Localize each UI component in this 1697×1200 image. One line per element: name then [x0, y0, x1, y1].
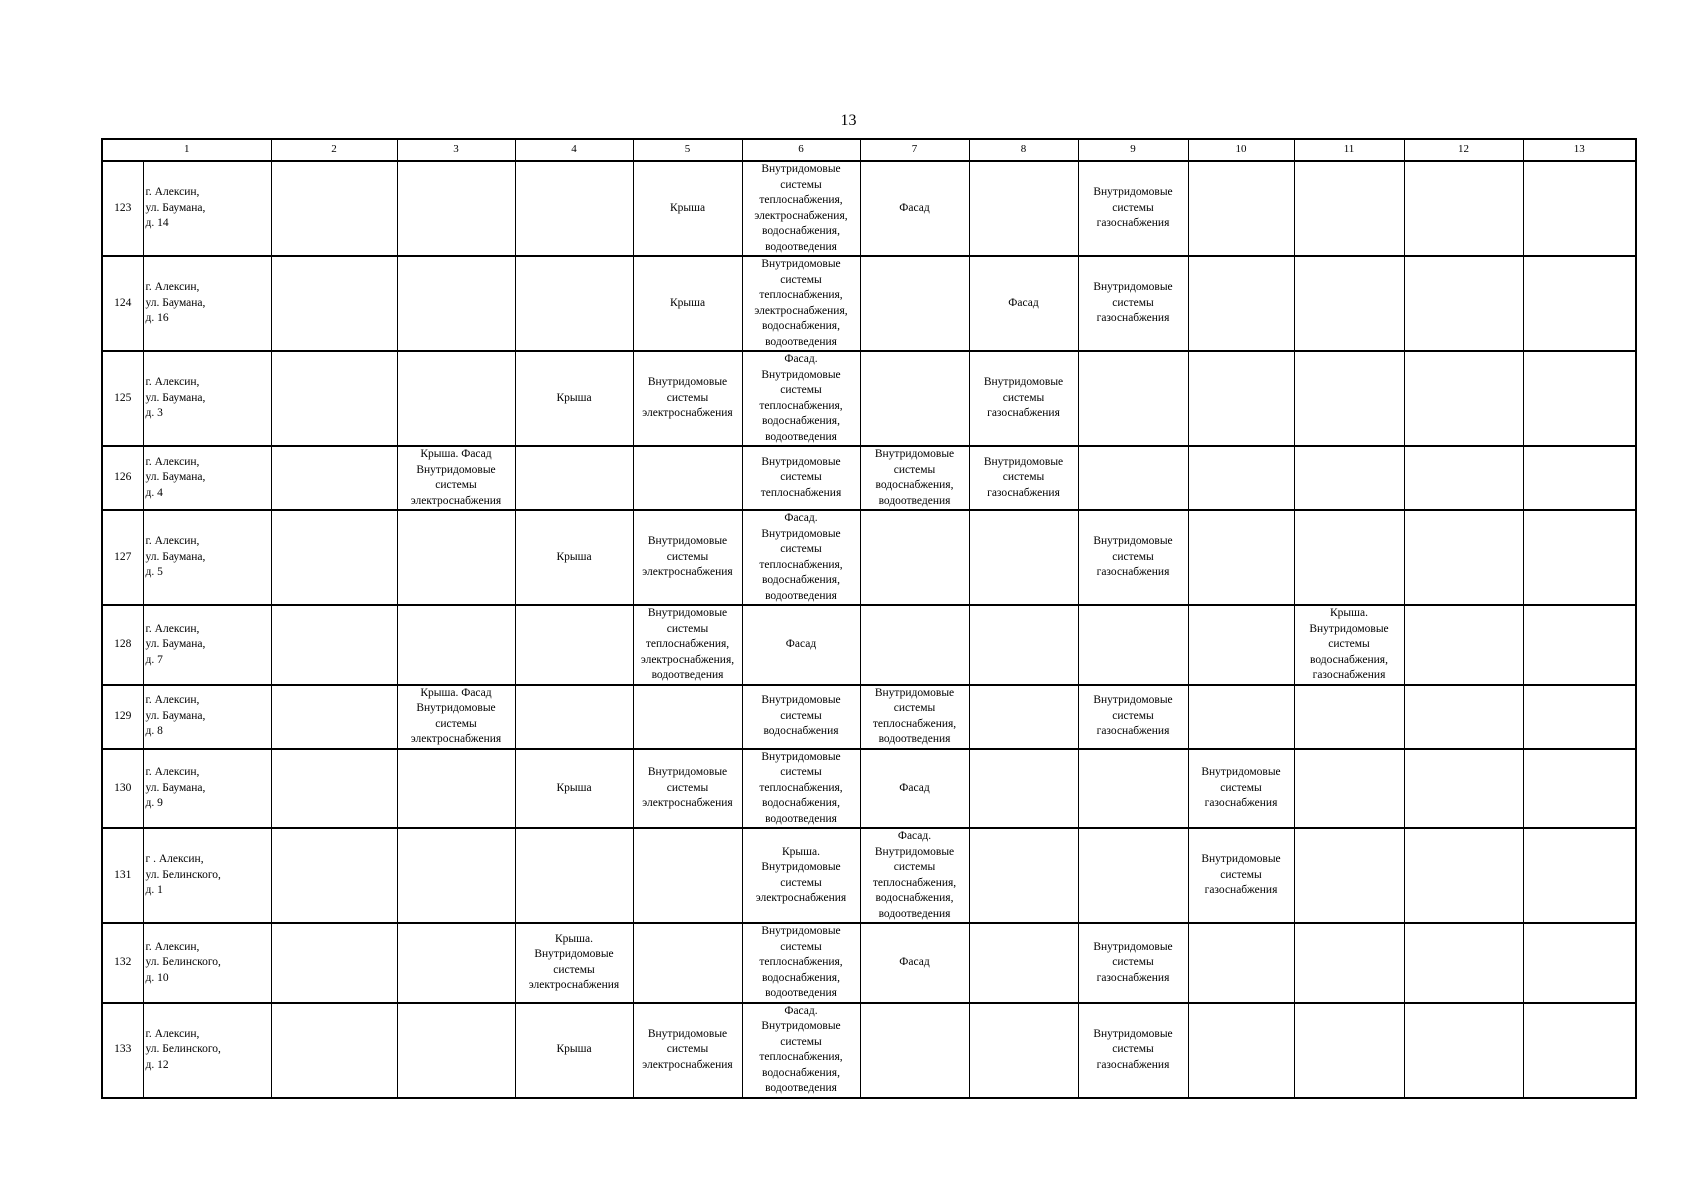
table-row [102, 605, 1636, 685]
column-header: 12 [1404, 139, 1523, 161]
work-cell [271, 161, 397, 256]
work-cell [1078, 161, 1188, 256]
work-text: Внутридомовые системы электроснабжения [642, 766, 733, 809]
work-cell [742, 749, 860, 829]
work-cell [1294, 256, 1404, 351]
address-text: г. Алексин, ул. Белинского, д. 10 [145, 940, 221, 984]
work-cell [1523, 605, 1636, 685]
work-cell [1188, 749, 1294, 829]
table-row [102, 685, 1636, 749]
work-cell [633, 749, 742, 829]
work-text: Внутридомовые системы теплоснабжения, водоотведения [872, 686, 957, 745]
address-text: г. Алексин, ул. Баумана, д. 3 [145, 376, 206, 420]
work-cell [1404, 605, 1523, 685]
work-cell [969, 1003, 1078, 1098]
work-cell [1078, 446, 1188, 510]
work-cell [633, 828, 742, 923]
row-number: 132 [102, 923, 143, 1003]
work-cell [1294, 1003, 1404, 1098]
work-cell [860, 351, 969, 446]
work-cell [1404, 510, 1523, 605]
work-cell [397, 923, 515, 1003]
work-text: Внутридомовые системы теплоснабжения, электроснабжения, водоотведения [640, 607, 735, 681]
work-cell [1523, 685, 1636, 749]
work-cell [1294, 749, 1404, 829]
work-cell [860, 446, 969, 510]
work-cell [1188, 685, 1294, 749]
work-cell [860, 1003, 969, 1098]
work-cell [742, 161, 860, 256]
row-number: 129 [102, 685, 143, 749]
work-cell [515, 510, 633, 605]
work-cell [969, 749, 1078, 829]
work-cell [397, 605, 515, 685]
work-text: Фасад [899, 956, 930, 968]
address-text: г. Алексин, ул. Баумана, д. 4 [145, 455, 206, 499]
work-cell [633, 685, 742, 749]
work-text: Крыша. Внутридомовые системы электроснабжения [755, 845, 847, 904]
work-cell [742, 828, 860, 923]
work-cell [860, 161, 969, 256]
table-row [102, 510, 1636, 605]
table-row [102, 828, 1636, 923]
work-text: Внутридомовые системы теплоснабжения, электроснабжения, водоснабжения, водоотведения [754, 258, 848, 348]
work-cell [633, 510, 742, 605]
work-cell [1404, 1003, 1523, 1098]
work-cell [1523, 828, 1636, 923]
work-text: Фасад. Внутридомовые системы теплоснабжения, водоснабжения, водоотведения [872, 830, 957, 920]
work-text: Внутридомовые системы газоснабжения [1201, 853, 1281, 897]
work-cell [742, 446, 860, 510]
work-cell [1404, 828, 1523, 923]
work-cell [860, 749, 969, 829]
work-cell [969, 685, 1078, 749]
work-cell [515, 351, 633, 446]
column-header: 9 [1078, 139, 1188, 161]
work-text: Крыша. Внутридомовые системы водоснабжения, газоснабжения [1309, 607, 1389, 681]
work-cell [1188, 605, 1294, 685]
work-cell [1078, 1003, 1188, 1098]
work-cell [633, 605, 742, 685]
work-text: Крыша. Фасад Внутридомовые системы электроснабжения [410, 448, 502, 507]
work-text: Крыша [556, 550, 592, 563]
column-header: 13 [1523, 139, 1636, 161]
work-cell [1078, 256, 1188, 351]
row-number: 128 [102, 605, 143, 685]
work-text: Фасад [899, 201, 930, 214]
repair-schedule-table [101, 138, 1637, 1099]
row-number: 124 [102, 256, 143, 351]
address-text: г. Алексин, ул. Баумана, д. 5 [145, 535, 206, 579]
work-cell [271, 256, 397, 351]
work-text: Внутридомовые системы газоснабжения [1093, 281, 1173, 325]
work-cell [1078, 685, 1188, 749]
work-cell [742, 256, 860, 351]
row-number: 130 [102, 749, 143, 829]
work-cell [860, 923, 969, 1003]
work-cell [1294, 923, 1404, 1003]
work-cell [397, 1003, 515, 1098]
table-header [102, 139, 1636, 161]
work-cell [271, 1003, 397, 1098]
table-row [102, 256, 1636, 351]
work-cell [271, 605, 397, 685]
work-text: Фасад. Внутридомовые системы теплоснабжения, водоснабжения, водоотведения [759, 353, 843, 443]
work-cell [742, 605, 860, 685]
table-row [102, 446, 1636, 510]
work-cell [1078, 510, 1188, 605]
address-cell [143, 605, 271, 685]
address-cell [143, 510, 271, 605]
work-cell [1078, 605, 1188, 685]
row-number: 133 [102, 1003, 143, 1098]
work-cell [515, 161, 633, 256]
address-text: г. Алексин, ул. Баумана, д. 8 [145, 694, 206, 738]
work-cell [515, 828, 633, 923]
column-header: 5 [633, 139, 742, 161]
work-cell [1078, 923, 1188, 1003]
address-cell [143, 161, 271, 256]
address-text: г. Алексин, ул. Баумана, д. 7 [145, 622, 206, 666]
address-text: г. Алексин, ул. Белинского, д. 12 [145, 1027, 221, 1071]
work-text: Внутридомовые системы водоснабжения, водоотведения [874, 448, 955, 507]
work-cell [1404, 685, 1523, 749]
work-cell [515, 749, 633, 829]
column-header: 11 [1294, 139, 1404, 161]
work-cell [515, 923, 633, 1003]
work-cell [1404, 749, 1523, 829]
work-cell [271, 351, 397, 446]
work-cell [397, 749, 515, 829]
work-cell [397, 446, 515, 510]
work-cell [860, 256, 969, 351]
work-cell [1294, 351, 1404, 446]
work-text: Фасад. Внутридомовые системы теплоснабжения, водоснабжения, водоотведения [759, 512, 843, 602]
work-text: Внутридомовые системы газоснабжения [983, 455, 1064, 499]
work-cell [860, 685, 969, 749]
work-cell [1294, 605, 1404, 685]
column-header: 4 [515, 139, 633, 161]
header-row [102, 139, 1636, 161]
work-cell [1188, 351, 1294, 446]
address-text: г. Алексин, ул. Баумана, д. 16 [145, 281, 206, 325]
row-number: 125 [102, 351, 143, 446]
work-text: Внутридомовые системы газоснабжения [1093, 1027, 1173, 1071]
work-cell [1294, 685, 1404, 749]
work-cell [1523, 256, 1636, 351]
work-cell [515, 446, 633, 510]
column-header: 6 [742, 139, 860, 161]
work-cell [397, 685, 515, 749]
work-cell [742, 510, 860, 605]
work-cell [271, 749, 397, 829]
work-text: Внутридомовые системы газоснабжения [1201, 766, 1281, 809]
work-cell [1294, 828, 1404, 923]
work-text: Крыша [556, 781, 592, 794]
work-cell [271, 510, 397, 605]
work-cell [742, 1003, 860, 1098]
work-cell [860, 510, 969, 605]
work-cell [515, 1003, 633, 1098]
row-number: 127 [102, 510, 143, 605]
work-cell [1404, 446, 1523, 510]
work-cell [969, 510, 1078, 605]
work-text: Фасад [785, 638, 817, 650]
work-cell [1404, 256, 1523, 351]
work-text: Крыша [669, 296, 706, 309]
work-cell [969, 923, 1078, 1003]
work-cell [1523, 923, 1636, 1003]
work-cell [1523, 161, 1636, 256]
work-cell [271, 828, 397, 923]
work-cell [969, 828, 1078, 923]
work-cell [397, 510, 515, 605]
work-cell [633, 446, 742, 510]
table-row [102, 161, 1636, 256]
address-cell [143, 923, 271, 1003]
work-text: Внутридомовые системы электроснабжения [642, 535, 733, 579]
column-header: 10 [1188, 139, 1294, 161]
address-cell [143, 351, 271, 446]
work-text: Крыша [669, 201, 706, 214]
work-cell [633, 351, 742, 446]
work-cell [1523, 510, 1636, 605]
row-number: 131 [102, 828, 143, 923]
address-cell [143, 446, 271, 510]
work-cell [1294, 446, 1404, 510]
work-cell [1294, 510, 1404, 605]
work-text: Внутридомовые системы теплоснабжения [760, 455, 842, 499]
work-text: Фасад. Внутридомовые системы теплоснабжения, водоснабжения, водоотведения [759, 1004, 843, 1094]
work-text: Внутридомовые системы газоснабжения [1093, 694, 1173, 738]
column-header: 3 [397, 139, 515, 161]
work-text: Внутридомовые системы теплоснабжения, водоснабжения, водоотведения [759, 925, 843, 999]
work-cell [1078, 351, 1188, 446]
work-text: Внутридомовые системы электроснабжения [642, 376, 733, 420]
address-cell [143, 685, 271, 749]
work-text: Внутридомовые системы газоснабжения [1093, 186, 1173, 230]
work-cell [1404, 923, 1523, 1003]
address-text: г. Алексин, ул. Баумана, д. 14 [145, 186, 206, 230]
page-number: 13 [840, 112, 857, 129]
work-cell [1523, 1003, 1636, 1098]
work-cell [397, 828, 515, 923]
work-cell [1078, 749, 1188, 829]
work-cell [969, 351, 1078, 446]
work-cell [742, 923, 860, 1003]
work-text: Крыша. Внутридомовые системы электроснабжения [528, 932, 620, 992]
work-text: Внутридомовые системы газоснабжения [1093, 940, 1173, 984]
work-cell [1188, 446, 1294, 510]
work-text: Крыша [556, 391, 592, 404]
work-text: Внутридомовые системы электроснабжения [642, 1027, 733, 1071]
work-text: Фасад [899, 781, 930, 794]
work-cell [397, 351, 515, 446]
address-text: г . Алексин, ул. Белинского, д. 1 [145, 853, 221, 897]
work-cell [1523, 351, 1636, 446]
table-row [102, 1003, 1636, 1098]
table-row [102, 923, 1636, 1003]
work-cell [969, 446, 1078, 510]
work-text: Внутридомовые системы газоснабжения [1093, 535, 1173, 579]
work-cell [633, 1003, 742, 1098]
column-header: 2 [271, 139, 397, 161]
column-header: 7 [860, 139, 969, 161]
address-cell [143, 256, 271, 351]
row-number: 126 [102, 446, 143, 510]
work-cell [742, 685, 860, 749]
work-cell [860, 828, 969, 923]
work-cell [860, 605, 969, 685]
work-text: Внутридомовые системы теплоснабжения, водоснабжения, водоотведения [759, 750, 843, 825]
work-cell [633, 923, 742, 1003]
address-cell [143, 1003, 271, 1098]
table-row [102, 749, 1636, 829]
work-cell [515, 256, 633, 351]
address-cell [143, 828, 271, 923]
work-cell [515, 685, 633, 749]
work-cell [397, 256, 515, 351]
work-text: Внутридомовые системы водоснабжения [761, 694, 841, 738]
work-cell [1523, 749, 1636, 829]
work-cell [1294, 161, 1404, 256]
work-cell [633, 256, 742, 351]
work-text: Крыша. Фасад Внутридомовые системы электроснабжения [410, 686, 502, 745]
column-header: 8 [969, 139, 1078, 161]
work-text: Фасад [1008, 296, 1039, 309]
work-cell [397, 161, 515, 256]
column-header: 1 [102, 139, 271, 161]
work-cell [1404, 161, 1523, 256]
work-cell [1188, 161, 1294, 256]
work-cell [633, 161, 742, 256]
work-cell [515, 605, 633, 685]
work-text: Внутридомовые системы теплоснабжения, электроснабжения, водоснабжения, водоотведения [754, 163, 848, 253]
work-text: Внутридомовые системы газоснабжения [983, 376, 1064, 420]
work-cell [742, 351, 860, 446]
work-text: Крыша [556, 1043, 592, 1056]
work-cell [1188, 256, 1294, 351]
work-cell [969, 605, 1078, 685]
work-cell [1188, 1003, 1294, 1098]
work-cell [271, 923, 397, 1003]
work-cell [271, 446, 397, 510]
work-cell [969, 256, 1078, 351]
table-body [102, 161, 1636, 1098]
work-cell [1188, 828, 1294, 923]
work-cell [969, 161, 1078, 256]
work-cell [271, 685, 397, 749]
address-cell [143, 749, 271, 829]
table-row [102, 351, 1636, 446]
address-text: г. Алексин, ул. Баумана, д. 9 [145, 766, 206, 809]
work-cell [1523, 446, 1636, 510]
row-number: 123 [102, 161, 143, 256]
work-cell [1078, 828, 1188, 923]
work-cell [1188, 510, 1294, 605]
work-cell [1188, 923, 1294, 1003]
work-cell [1404, 351, 1523, 446]
